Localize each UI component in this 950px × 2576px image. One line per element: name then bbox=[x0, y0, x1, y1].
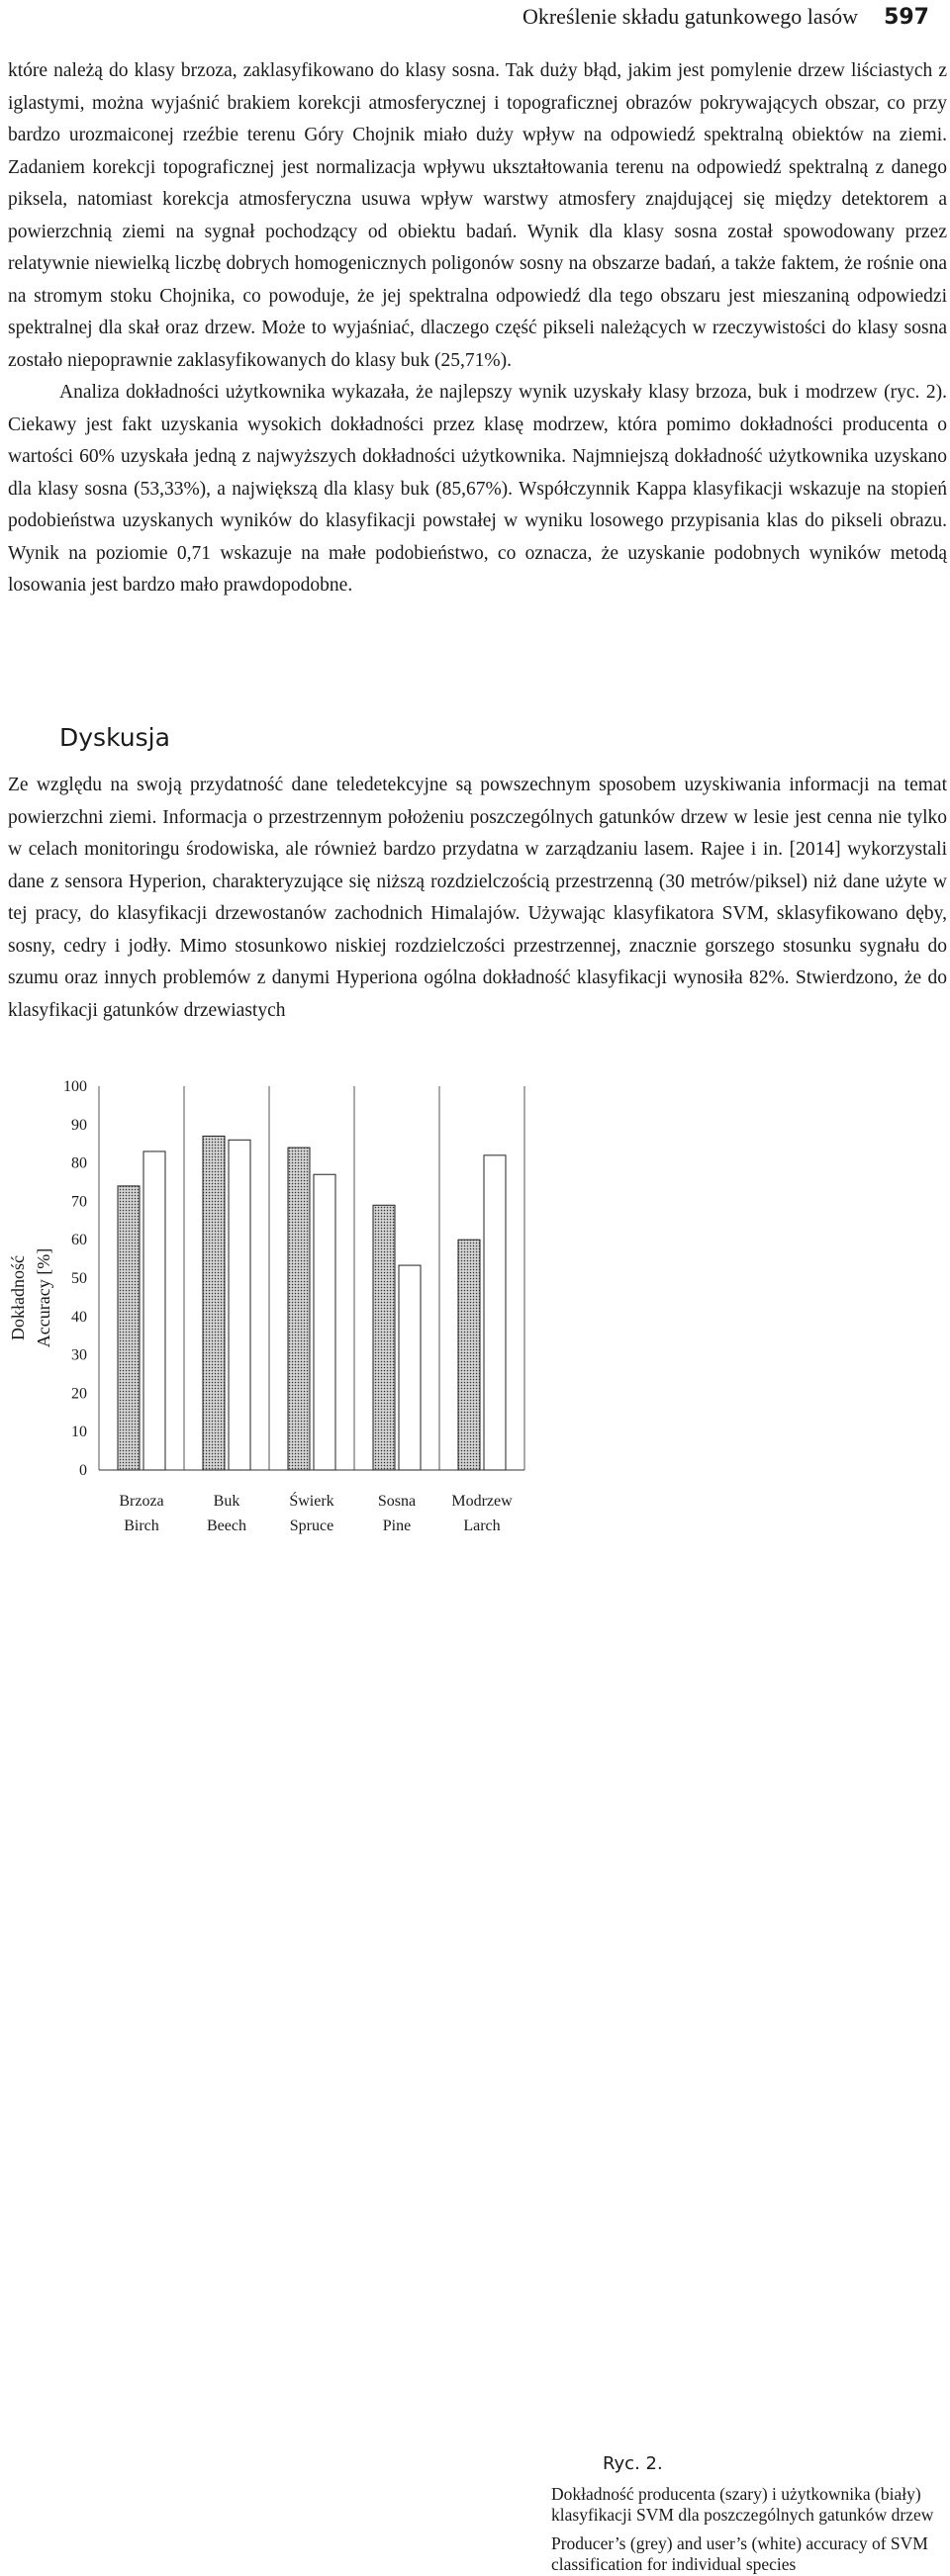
y-tick-label: 60 bbox=[71, 1232, 87, 1249]
user-accuracy-bar bbox=[229, 1140, 250, 1470]
x-tick-label: Sosna bbox=[377, 1493, 417, 1510]
y-tick-label: 20 bbox=[71, 1385, 87, 1403]
user-accuracy-bar bbox=[484, 1155, 506, 1470]
x-tick-label: Świerk bbox=[289, 1493, 334, 1510]
x-tick-label: Modrzew bbox=[451, 1493, 513, 1510]
paragraph: Ze względu na swoją przydatność dane teledetekcyjne są powszechnym sposobem uzyskiwania informacji na temat powierzchni ziemi. Informacja o przestrzennym położeniu poszczególnych gatunków drzew w lesie jest cenna nie tylko w celach monitoringu środowiska, ale również bardzo przydatna w zarządzaniu lasem. Rajee i in. [2014] wykorzystali dane z sensora Hyperion, charakteryzujące się niższą rozdzielczością przestrzenną (30 metrów/piksel) niż dane użyte w tej pracy, do klasyfikacji drzewostanów zachodnich Himalajów. Używając klasyfikatora SVM, sklasyfikowano dęby, sosny, cedry i jodły. Mimo stosunkowo niskiej rozdzielczości przestrzennej, znacznie gorszego stosunku sygnału do szumu oraz innych problemów z danymi Hyperiona ogólna dokładność klasyfikacji wynosiła 82%. Stwierdzono, że do klasyfikacji gatunków drzewiastych bbox=[8, 775, 947, 1021]
caption-polish: Dokładność producenta (szary) i użytkownika (biały) klasyfikacji SVM dla poszczególnych gatunków drzew bbox=[551, 2483, 934, 2525]
user-accuracy-bar bbox=[399, 1265, 421, 1470]
figure-label: Ryc. 2. bbox=[603, 2453, 663, 2474]
caption-english: Producer’s (grey) and user’s (white) accuracy of SVM classification for individual species bbox=[551, 2532, 928, 2574]
y-tick-label: 90 bbox=[71, 1116, 87, 1134]
x-tick-label: Birch bbox=[124, 1518, 159, 1534]
paragraph: które należą do klasy brzoza, zaklasyfikowano do klasy sosna. Tak duży błąd, jakim jest pomylenie drzew liściastych z iglastymi, można wyjaśnić brakiem korekcji atmosferycznej i topograficznej obrazów pokrywających obszar, co przy bardzo urozmaiconej rzeźbie terenu Góry Chojnik miało duży wpływ na odpowiedź spektralną obiektów na ziemi. Zadaniem korekcji topograficznej jest normalizacja wpływu ukształtowania terenu na odpowiedź spektralną z danego piksela, natomiast korekcja atmosferyczna usuwa wpływ warstwy atmosfery znajdującej się między detektorem a powierzchnią ziemi na sygnał pochodzący od obiektu badań. Wynik dla klasy sosna został spowodowany przez relatywnie niewielką liczbę dobrych homogenicznych poligonów sosny na obszarze badań, a także faktem, że rośnie ona na stromym stoku Chojnika, co powoduje, że jej spektralna odpowiedź dla tego obszaru jest mieszaniną odpowiedzi spektralnej dla skał oraz drzew. Może to wyjaśniać, dlaczego część pikseli należących w rzeczywistości do klasy sosna zostało niepoprawnie zaklasyfikowanych do klasy buk (25,71%). bbox=[8, 60, 947, 371]
y-tick-label: 80 bbox=[71, 1154, 87, 1172]
figure bbox=[0, 1066, 950, 2574]
figure-caption bbox=[551, 2453, 947, 2576]
y-tick-label: 0 bbox=[79, 1462, 87, 1479]
x-tick-label: Brzoza bbox=[119, 1493, 164, 1510]
running-title: Określenie składu gatunkowego lasów bbox=[522, 4, 859, 29]
x-tick-label: Beech bbox=[207, 1518, 246, 1534]
x-tick-label: Larch bbox=[463, 1518, 501, 1534]
section-heading: Dyskusja bbox=[59, 723, 170, 752]
producer-accuracy-bar bbox=[118, 1186, 140, 1470]
x-tick-label: Pine bbox=[382, 1518, 412, 1534]
results-text bbox=[8, 55, 947, 602]
accuracy-bar-chart bbox=[0, 1066, 950, 1544]
producer-accuracy-bar bbox=[373, 1205, 395, 1470]
y-tick-label: 70 bbox=[71, 1193, 87, 1211]
x-tick-label: Buk bbox=[213, 1493, 240, 1510]
user-accuracy-bar bbox=[143, 1151, 165, 1470]
y-tick-label: 10 bbox=[71, 1424, 87, 1441]
producer-accuracy-bar bbox=[288, 1148, 310, 1470]
discussion-text bbox=[8, 770, 947, 1027]
paragraph: Analiza dokładności użytkownika wykazała, że najlepszy wynik uzyskały klasy brzoza, buk i modrzew (ryc. 2). Ciekawy jest fakt uzyskania wysokich dokładności przez klasę modrzew, która pomimo dokładności producenta o wartości 60% uzyskała jedną z najwyższych dokładności użytkownika. Najmniejszą dokładność użytkownika uzyskano dla klasy sosna (53,33%), a największą dla klasy buk (85,67%). Współczynnik Kappa klasyfikacji wskazuje na stopień podobieństwa uzyskanych wyników do klasyfikacji powstałej w wyniku losowego przypisania klas do pikseli obrazu. Wynik na poziomie 0,71 wskazuje na małe podobieństwo, co oznacza, że uzyskanie podobnych wyników metodą losowania jest bardzo mało prawdopodobne. bbox=[8, 382, 947, 596]
user-accuracy-bar bbox=[314, 1174, 335, 1470]
page-number: 597 bbox=[884, 4, 929, 30]
y-axis-label: Accuracy [%] bbox=[34, 1247, 53, 1348]
y-tick-label: 100 bbox=[63, 1078, 87, 1095]
y-tick-label: 50 bbox=[71, 1270, 87, 1287]
page-header bbox=[0, 0, 929, 34]
producer-accuracy-bar bbox=[203, 1136, 225, 1470]
y-axis-label: Dokładność bbox=[8, 1255, 28, 1340]
y-tick-label: 30 bbox=[71, 1346, 87, 1364]
y-tick-label: 40 bbox=[71, 1308, 87, 1326]
producer-accuracy-bar bbox=[458, 1240, 480, 1470]
x-tick-label: Spruce bbox=[289, 1518, 334, 1534]
